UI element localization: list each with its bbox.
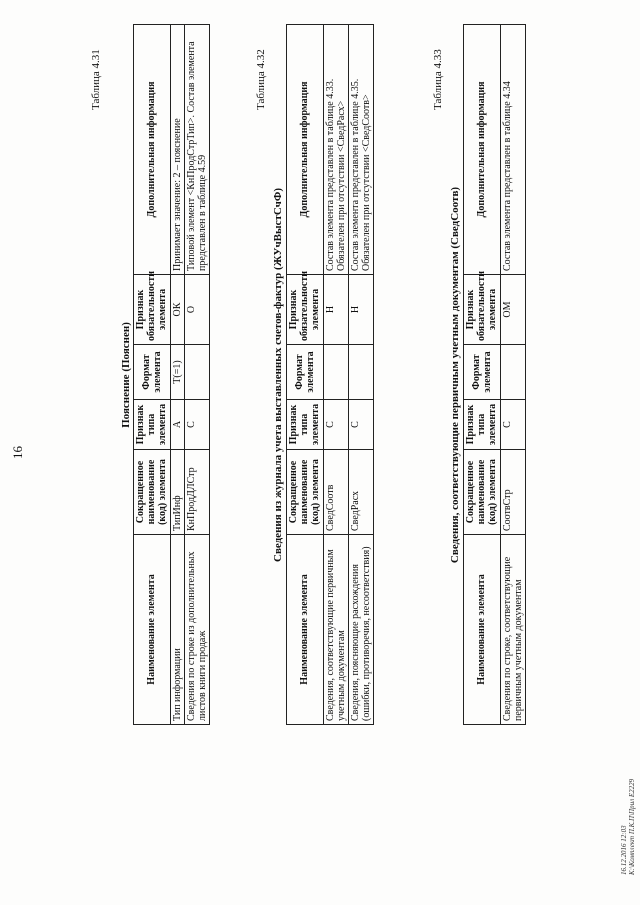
cell-type: С bbox=[348, 400, 373, 450]
cell-required: ОК bbox=[170, 275, 184, 345]
header-code: Сокращенное наименование (код) элемента bbox=[134, 450, 171, 535]
cell-code: КнПродДЛСтр bbox=[184, 450, 209, 535]
header-type: Признак типа элемента bbox=[287, 400, 324, 450]
cell-name: Сведения, соответствующие первичным учетным документам bbox=[323, 535, 348, 725]
cell-format bbox=[323, 345, 348, 400]
header-name: Наименование элемента bbox=[287, 535, 324, 725]
table-row bbox=[500, 25, 525, 725]
header-code: Сокращенное наименование (код) элемента bbox=[287, 450, 324, 535]
cell-info: Состав элемента представлен в таблице 4.34 bbox=[500, 25, 525, 275]
cell-info: Принимает значение: 2 – пояснение bbox=[170, 25, 184, 275]
header-name: Наименование элемента bbox=[464, 535, 501, 725]
footer-date: 16.12.2016 12:03 bbox=[620, 825, 628, 875]
cell-code: СведРасх bbox=[348, 450, 373, 535]
cell-info: Состав элемента представлен в таблице 4.35. Обязателен при отсутствии <СведСоотв> bbox=[348, 25, 373, 275]
header-info: Дополнительная информация bbox=[287, 25, 324, 275]
header-name: Наименование элемента bbox=[134, 535, 171, 725]
cell-info: Типовой элемент <КнПродСтрТип>. Состав элемента представлен в таблице 4.59 bbox=[184, 25, 209, 275]
cell-format bbox=[348, 345, 373, 400]
table-header-row bbox=[134, 25, 171, 725]
cell-code: СоотвСтр bbox=[500, 450, 525, 535]
header-format: Формат элемента bbox=[287, 345, 324, 400]
header-required: Признак обязательности элемента bbox=[134, 275, 171, 345]
cell-name: Сведения по строке из дополнительных листов книги продаж bbox=[184, 535, 209, 725]
cell-format bbox=[184, 345, 209, 400]
table-header-row bbox=[464, 25, 501, 725]
header-type: Признак типа элемента bbox=[134, 400, 171, 450]
cell-type: А bbox=[170, 400, 184, 450]
table-row bbox=[170, 25, 184, 725]
cell-type: С bbox=[500, 400, 525, 450]
table-header-row bbox=[287, 25, 324, 725]
header-required: Признак обязательности элемента bbox=[464, 275, 501, 345]
cell-required: Н bbox=[348, 275, 373, 345]
cell-type: С bbox=[184, 400, 209, 450]
header-format: Формат элемента bbox=[134, 345, 171, 400]
cell-format bbox=[500, 345, 525, 400]
header-required: Признак обязательности элемента bbox=[287, 275, 324, 345]
cell-format: Т(=1) bbox=[170, 345, 184, 400]
cell-type: С bbox=[323, 400, 348, 450]
cell-name: Сведения по строке, соответствующие первичным учетным документам bbox=[500, 535, 525, 725]
table-title-4-31: Пояснение (Пояснен) bbox=[120, 322, 132, 428]
cell-required: Н bbox=[323, 275, 348, 345]
footer-source: К:\Комплект П.К.П\Прил Е2229 bbox=[628, 778, 637, 875]
footer bbox=[620, 779, 636, 875]
table-caption-4-31: Таблица 4.31 bbox=[90, 49, 102, 110]
table-row bbox=[348, 25, 373, 725]
table-caption-4-32: Таблица 4.32 bbox=[255, 49, 267, 110]
cell-name: Сведения, поясняющие расхождения (ошибки, противоречия, несоответствия) bbox=[348, 535, 373, 725]
header-code: Сокращенное наименование (код) элемента bbox=[464, 450, 501, 535]
cell-code: СведСоотв bbox=[323, 450, 348, 535]
header-format: Формат элемента bbox=[464, 345, 501, 400]
table-4-33 bbox=[463, 24, 526, 725]
header-info: Дополнительная информация bbox=[464, 25, 501, 275]
header-info: Дополнительная информация bbox=[134, 25, 171, 275]
page-number: 16 bbox=[10, 446, 25, 459]
table-title-4-33: Сведения, соответствующие первичным учетным документам (СведСоотв) bbox=[449, 186, 461, 564]
cell-required: ОМ bbox=[500, 275, 525, 345]
table-4-31 bbox=[133, 24, 210, 725]
header-type: Признак типа элемента bbox=[464, 400, 501, 450]
cell-info: Состав элемента представлен в таблице 4.33. Обязателен при отсутствии <СведРасх> bbox=[323, 25, 348, 275]
table-4-32 bbox=[286, 24, 374, 725]
cell-name: Тип информации bbox=[170, 535, 184, 725]
table-row bbox=[184, 25, 209, 725]
table-title-4-32: Сведения из журнала учета выставленных счетов-фактур (ЖУчВыстСчФ) bbox=[272, 188, 284, 562]
cell-code: ТипИнф bbox=[170, 450, 184, 535]
cell-required: О bbox=[184, 275, 209, 345]
table-row bbox=[323, 25, 348, 725]
table-caption-4-33: Таблица 4.33 bbox=[432, 49, 444, 110]
